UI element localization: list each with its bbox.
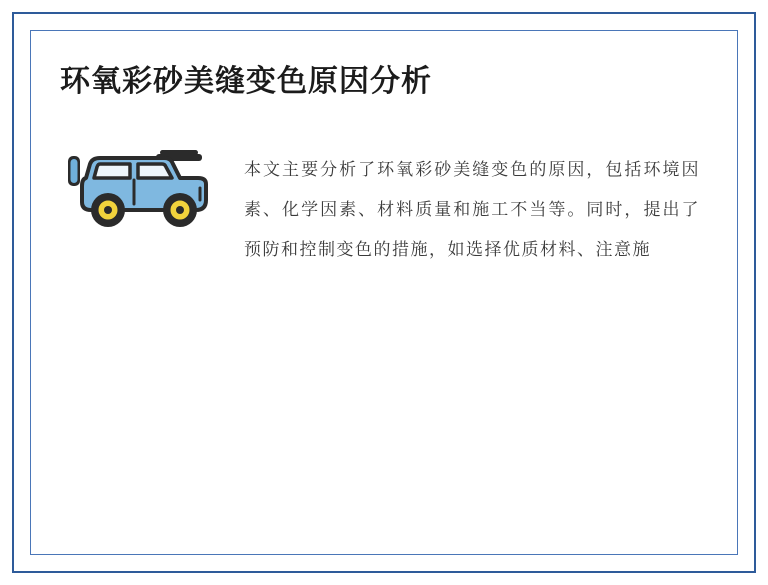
page-content xyxy=(30,30,738,555)
page-title: 环氧彩砂美缝变色原因分析 xyxy=(60,65,432,98)
article-summary: 本文主要分析了环氧彩砂美缝变色的原因，包括环境因素、化学因素、材料质量和施工不当等。同时，提出了预防和控制变色的措施，如选择优质材料、注意施 xyxy=(244,160,700,260)
article-body xyxy=(58,134,704,288)
jeep-vehicle-icon xyxy=(60,140,220,240)
thumbnail-image xyxy=(60,140,220,240)
